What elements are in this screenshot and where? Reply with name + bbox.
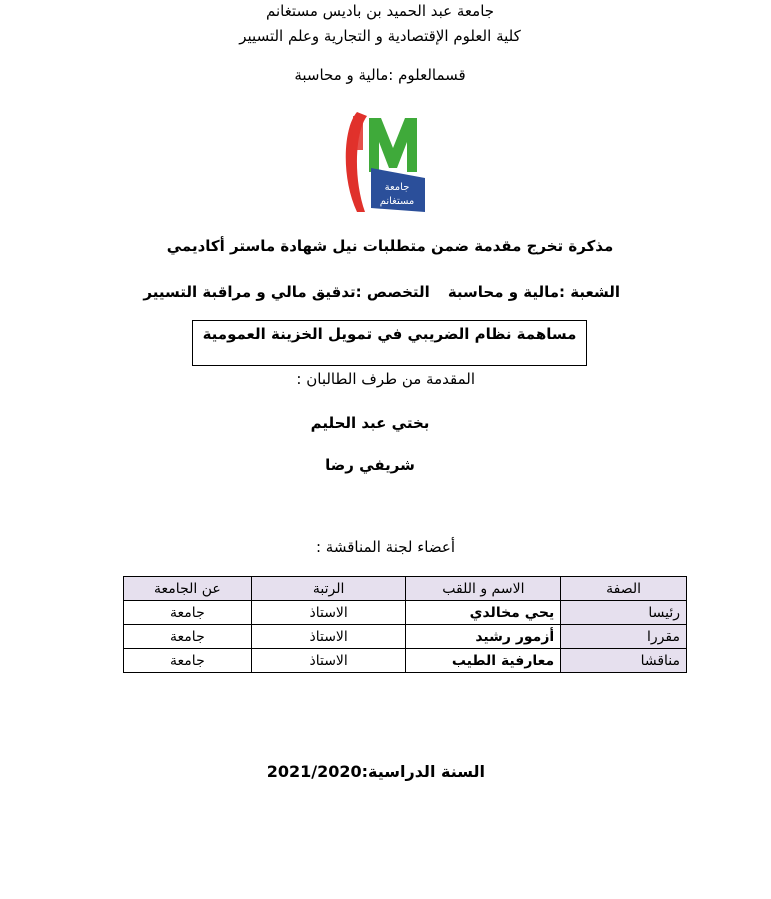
jury-role: رئيسا [561, 601, 687, 625]
students-label: المقدمة من طرف الطالبان : [296, 370, 475, 388]
column-header: الرتبة [251, 577, 406, 601]
specialty-text: التخصص :تدقيق مالي و مراقبة التسيير [143, 283, 430, 301]
jury-university: جامعة [124, 601, 252, 625]
jury-name: أزمور رشيد [406, 625, 561, 649]
student-name: شريفي رضا [325, 456, 415, 474]
jury-label: أعضاء لجنة المناقشة : [315, 538, 455, 556]
jury-role: مناقشا [561, 649, 687, 673]
university-name: جامعة عبد الحميد بن باديس مستغانم [265, 2, 495, 20]
jury-name: يحي مخالدي [406, 601, 561, 625]
jury-university: جامعة [124, 649, 252, 673]
academic-year: السنة الدراسية:2021/2020 [266, 762, 485, 781]
thesis-title-box [192, 320, 587, 366]
branch-specialty-row [140, 283, 620, 301]
thesis-title: مساهمة نظام الضريبي في تمويل الخزينة العمومية [202, 325, 577, 343]
svg-text:جامعة: جامعة [384, 182, 410, 193]
column-header: الاسم و اللقب [406, 577, 561, 601]
jury-name: معارفية الطيب [406, 649, 561, 673]
jury-rank: الاستاذ [251, 649, 406, 673]
jury-rank: الاستاذ [251, 601, 406, 625]
department-name: قسمالعلوم :مالية و محاسبة [294, 66, 466, 84]
table-row [124, 625, 687, 649]
branch-text: الشعبة :مالية و محاسبة [447, 283, 620, 301]
table-row [124, 601, 687, 625]
column-header: عن الجامعة [124, 577, 252, 601]
table-row [124, 649, 687, 673]
table-header-row [124, 577, 687, 601]
memo-type: مذكرة تخرج مقدمة ضمن متطلبات نيل شهادة ماستر أكاديمي [166, 237, 614, 255]
jury-university: جامعة [124, 625, 252, 649]
university-logo [335, 108, 425, 218]
svg-text:مستغانم: مستغانم [379, 196, 415, 207]
jury-role: مقررا [561, 625, 687, 649]
student-name: بختي عبد الحليم [310, 414, 430, 432]
jury-table [123, 576, 687, 673]
jury-rank: الاستاذ [251, 625, 406, 649]
faculty-name: كلية العلوم الإقتصادية و التجارية وعلم التسيير [239, 27, 521, 45]
column-header: الصفة [561, 577, 687, 601]
